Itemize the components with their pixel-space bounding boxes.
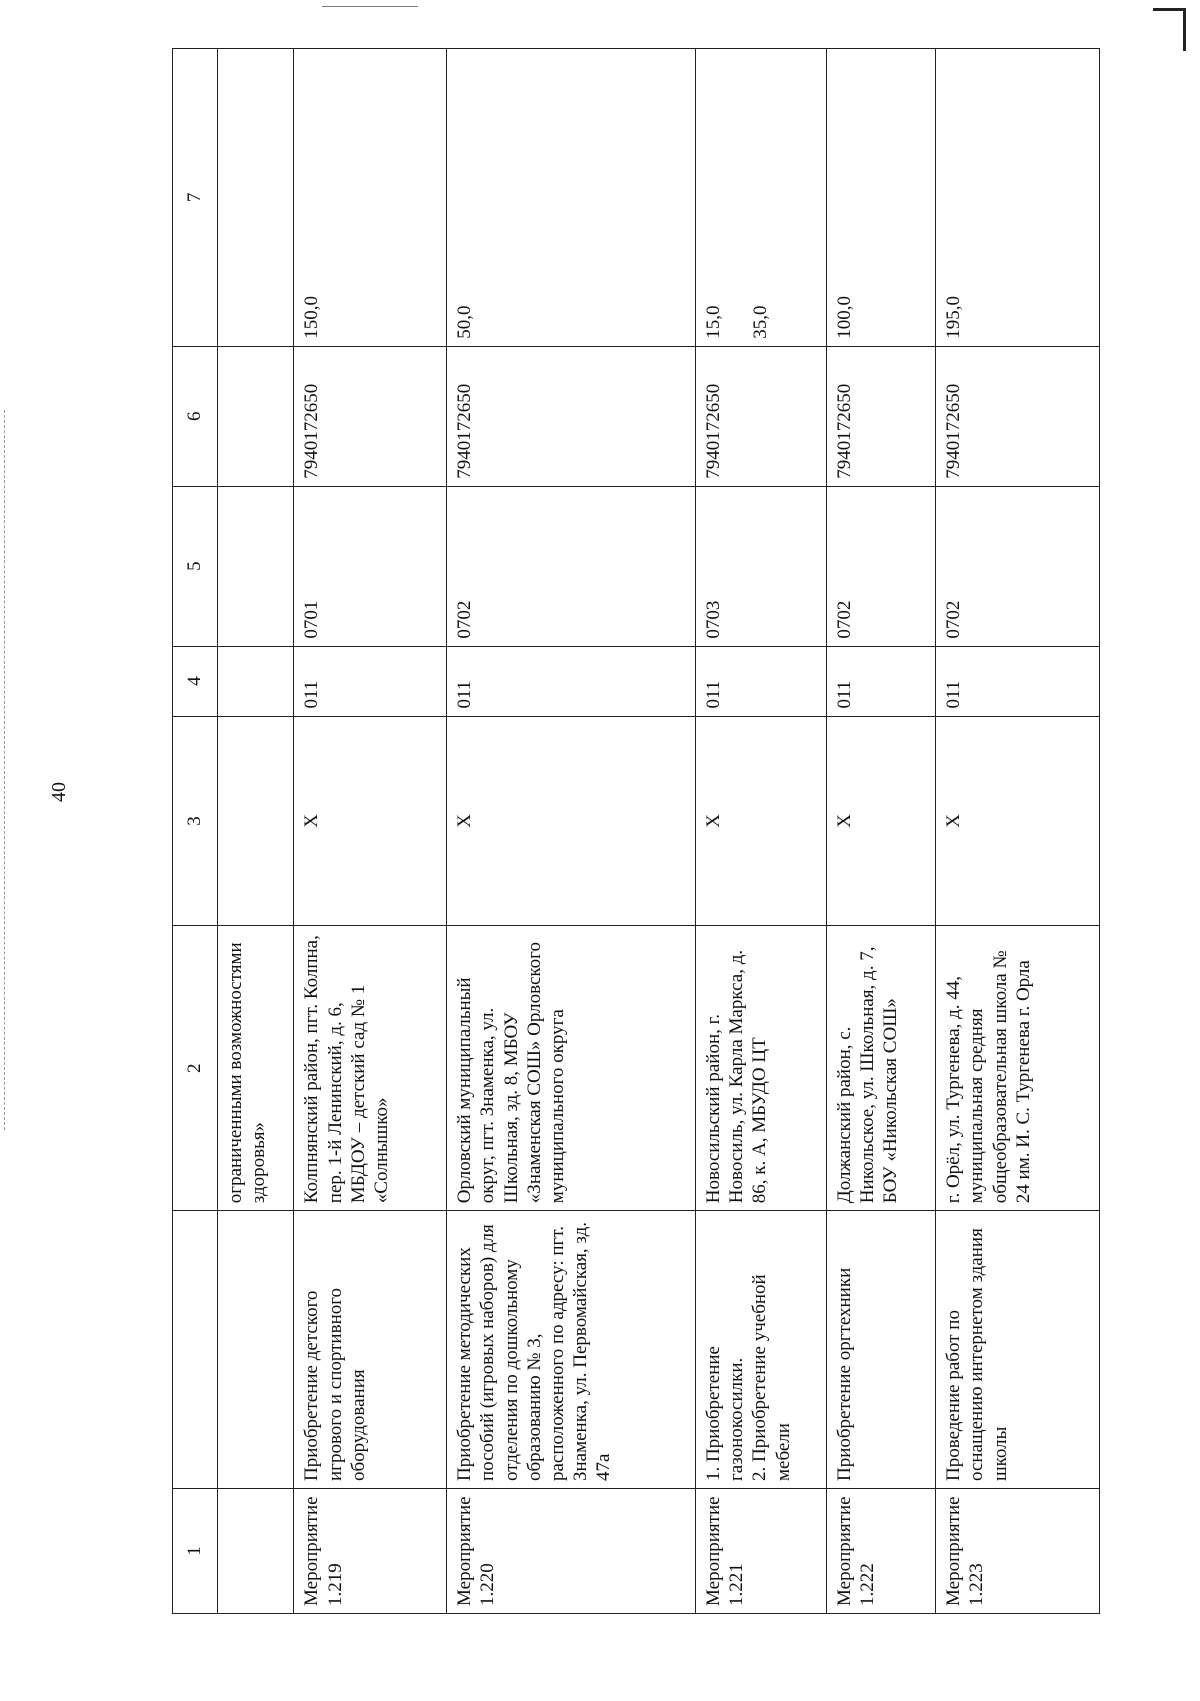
table-row xyxy=(696,49,827,1614)
corner-mark xyxy=(1153,8,1186,51)
event-name-line: 1. Приобретение газонокосилки. xyxy=(703,1346,748,1482)
code-cell: 0702 xyxy=(936,486,1100,646)
code-cell: 7940172650 xyxy=(696,346,827,486)
table-row xyxy=(294,49,447,1614)
event-name-cell: Приобретение детского игрового и спортивного оборудования xyxy=(294,1211,447,1489)
amount-cell: 100,0 xyxy=(827,49,936,347)
location-cell: Орловский муниципальный округ, пгт. Знаменка, ул. Школьная, зд. 8, МБОУ «Знаменская СОШ» Орловского муниципального округа xyxy=(447,926,696,1211)
column-header: 1 xyxy=(173,1489,218,1614)
scan-mark-line xyxy=(322,6,418,7)
event-id-cell: Мероприятие 1.219 xyxy=(294,1489,447,1614)
page-number: 40 xyxy=(48,782,70,802)
table-cell xyxy=(218,49,294,347)
event-id-cell: Мероприятие 1.221 xyxy=(696,1489,827,1614)
table-row-continuation xyxy=(218,49,294,1614)
table-cell xyxy=(218,646,294,716)
table-cell xyxy=(218,716,294,926)
column-header: 7 xyxy=(173,49,218,347)
table-row xyxy=(447,49,696,1614)
events-table xyxy=(172,48,1100,1614)
column-header: 6 xyxy=(173,346,218,486)
location-cell: Новосильский район, г. Новосиль, ул. Карла Маркса, д. 86, к. А, МБУДО ЦТ xyxy=(696,926,827,1211)
code-cell: 0702 xyxy=(827,486,936,646)
amount-cell: 150,0 xyxy=(294,49,447,347)
table-cell xyxy=(218,1489,294,1614)
mark-cell: X xyxy=(827,716,936,926)
event-name-line: 2. Приобретение учебной мебели xyxy=(749,1274,794,1482)
amount-value: 35,0 xyxy=(750,305,772,339)
event-id-cell: Мероприятие 1.223 xyxy=(936,1489,1100,1614)
code-cell: 011 xyxy=(936,646,1100,716)
event-id-cell: Мероприятие 1.220 xyxy=(447,1489,696,1614)
code-cell: 7940172650 xyxy=(447,346,696,486)
code-cell: 7940172650 xyxy=(827,346,936,486)
amount-value: 15,0 xyxy=(703,305,725,339)
code-cell: 011 xyxy=(827,646,936,716)
mark-cell: X xyxy=(294,716,447,926)
mark-cell: X xyxy=(447,716,696,926)
table-cell xyxy=(218,346,294,486)
code-cell: 0701 xyxy=(294,486,447,646)
column-header: 3 xyxy=(173,716,218,926)
location-cell: Должанский район, с. Никольское, ул. Школьная, д. 7, БОУ «Никольская СОШ» xyxy=(827,926,936,1211)
code-cell: 7940172650 xyxy=(294,346,447,486)
event-id-cell: Мероприятие 1.222 xyxy=(827,1489,936,1614)
table-cell xyxy=(218,1211,294,1489)
event-name-cell: Проведение работ по оснащению интернетом здания школы xyxy=(936,1211,1100,1489)
amount-gap xyxy=(725,56,749,339)
table-cell xyxy=(218,486,294,646)
table-row xyxy=(936,49,1100,1614)
scan-edge-line xyxy=(4,410,5,1130)
location-cell: ограниченными возможностями здоровья» xyxy=(218,926,294,1211)
event-name-cell: Приобретение методических пособий (игровых наборов) для отделения по дошкольному образованию № 3, расположенного по адресу: пгт. Знаменка, ул. Первомайская, зд. 47а xyxy=(447,1211,696,1489)
code-cell: 011 xyxy=(447,646,696,716)
column-header: 2 xyxy=(173,926,218,1211)
code-cell: 011 xyxy=(294,646,447,716)
mark-cell: X xyxy=(696,716,827,926)
column-header xyxy=(173,1211,218,1489)
event-name-cell: Приобретение оргтехники xyxy=(827,1211,936,1489)
mark-cell: X xyxy=(936,716,1100,926)
code-cell: 011 xyxy=(696,646,827,716)
rotated-table-container xyxy=(172,48,1100,1614)
table-row xyxy=(827,49,936,1614)
location-cell: г. Орёл, ул. Тургенева, д. 44, муниципальная средняя общеобразовательная школа № 24 им. И. С. Тургенева г. Орла xyxy=(936,926,1100,1211)
code-cell: 0703 xyxy=(696,486,827,646)
code-cell: 0702 xyxy=(447,486,696,646)
code-cell: 7940172650 xyxy=(936,346,1100,486)
column-header: 4 xyxy=(173,646,218,716)
header-row xyxy=(173,49,218,1614)
location-cell: Колпнянский район, пгт. Колпна, пер. 1-й Ленинский, д. 6, МБДОУ – детский сад № 1 «Солнышко» xyxy=(294,926,447,1211)
event-name-cell xyxy=(696,1211,827,1489)
column-header: 5 xyxy=(173,486,218,646)
amount-cell xyxy=(696,49,827,347)
amount-cell: 50,0 xyxy=(447,49,696,347)
amount-cell: 195,0 xyxy=(936,49,1100,347)
